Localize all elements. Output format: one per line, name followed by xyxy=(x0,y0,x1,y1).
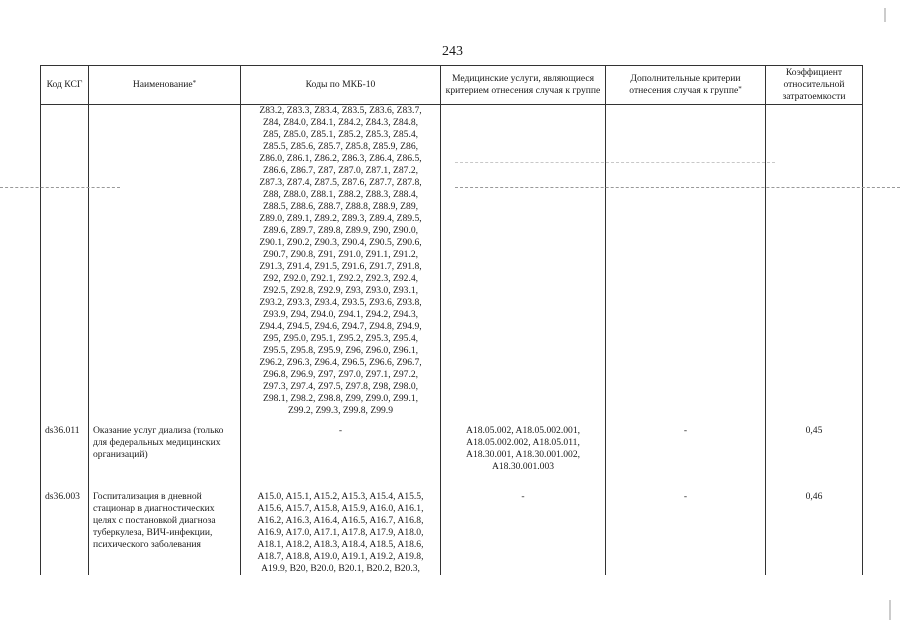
header-extra-criteria: Дополнительные критерии отнесения случая к группе* xyxy=(606,66,766,105)
table-row xyxy=(41,425,863,473)
row-extra-criteria: - xyxy=(606,425,766,473)
page-number: 243 xyxy=(442,44,463,59)
scan-edge-mark xyxy=(889,600,891,620)
service-code-line: A18.05.002, A18.05.002.001, xyxy=(465,425,581,436)
mkb-code-line: Z95.5, Z95.8, Z95.9, Z96, Z96.0, Z96.1, xyxy=(262,345,419,356)
mkb-code-line: Z86.0, Z86.1, Z86.2, Z86.3, Z86.4, Z86.5, xyxy=(259,153,422,164)
mkb-code-line: Z83.2, Z83.3, Z83.4, Z83.5, Z83.6, Z83.7, xyxy=(259,105,422,116)
continuation-mkb-codes xyxy=(241,105,441,418)
header-ksg-code: Код КСГ xyxy=(41,66,89,105)
row-coefficient: 0,46 xyxy=(766,491,863,575)
mkb-code-line: Z98.1, Z98.2, Z98.8, Z99, Z99.0, Z99.1, xyxy=(262,393,419,404)
continuation-extra-cell xyxy=(606,105,766,418)
mkb-code-line: Z93.2, Z93.3, Z93.4, Z93.5, Z93.6, Z93.8, xyxy=(259,297,422,308)
header-medical-services: Медицинские услуги, являющиеся критерием отнесения случая к группе xyxy=(441,66,606,105)
mkb-code-line: Z92, Z92.0, Z92.1, Z92.2, Z92.3, Z92.4, xyxy=(262,273,419,284)
table-row xyxy=(41,491,863,575)
mkb-code-line: Z84, Z84.0, Z84.1, Z84.2, Z84.3, Z84.8, xyxy=(262,117,419,128)
mkb-code-line: A18.7, A18.8, A19.0, A19.1, A19.2, A19.8, xyxy=(257,551,424,562)
mkb-code-line: Z87.3, Z87.4, Z87.5, Z87.6, Z87.7, Z87.8, xyxy=(259,177,422,188)
row-medical-services xyxy=(441,425,606,473)
mkb-code-line: Z96.2, Z96.3, Z96.4, Z96.5, Z96.6, Z96.7, xyxy=(259,357,422,368)
mkb-code-line: Z99.2, Z99.3, Z99.8, Z99.9 xyxy=(288,405,393,416)
row-medical-services: - xyxy=(441,491,606,575)
mkb-code-line: Z97.3, Z97.4, Z97.5, Z97.8, Z98, Z98.0, xyxy=(262,381,419,392)
mkb-code-line: A19.9, B20, B20.0, B20.1, B20.2, B20.3, xyxy=(261,563,420,574)
continuation-row xyxy=(41,105,863,418)
mkb-code-line: Z88, Z88.0, Z88.1, Z88.2, Z88.3, Z88.4, xyxy=(262,189,419,200)
mkb-code-line: Z93.9, Z94, Z94.0, Z94.1, Z94.2, Z94.3, xyxy=(262,309,419,320)
mkb-code-line: Z94.4, Z94.5, Z94.6, Z94.7, Z94.8, Z94.9, xyxy=(259,321,422,332)
row-mkb-codes xyxy=(241,491,441,575)
scan-edge-mark xyxy=(884,8,886,22)
mkb-code-line: A15.0, A15.1, A15.2, A15.3, A15.4, A15.5, xyxy=(257,491,424,502)
continuation-coef-cell xyxy=(766,105,863,418)
continuation-services-cell xyxy=(441,105,606,418)
row-ksg-code: ds36.003 xyxy=(41,491,89,575)
mkb-code-line: Z89.0, Z89.1, Z89.2, Z89.3, Z89.4, Z89.5, xyxy=(259,213,422,224)
mkb-code-line: Z89.6, Z89.7, Z89.8, Z89.9, Z90, Z90.0, xyxy=(262,225,419,236)
header-mkb-codes: Коды по МКБ-10 xyxy=(241,66,441,105)
scan-artifact-line xyxy=(455,162,775,163)
mkb-code-line: Z90.1, Z90.2, Z90.3, Z90.4, Z90.5, Z90.6, xyxy=(259,237,422,248)
mkb-code-line: Z95, Z95.0, Z95.1, Z95.2, Z95.3, Z95.4, xyxy=(262,333,419,344)
service-code-line: A18.05.002.002, A18.05.011, xyxy=(466,437,580,448)
mkb-code-line: Z85, Z85.0, Z85.1, Z85.2, Z85.3, Z85.4, xyxy=(262,129,419,140)
service-code-line: A18.30.001, A18.30.001.002, xyxy=(465,449,581,460)
header-name: Наименование* xyxy=(89,66,241,105)
mkb-code-line: Z96.8, Z96.9, Z97, Z97.0, Z97.1, Z97.2, xyxy=(262,369,419,380)
ksg-table xyxy=(40,65,863,575)
row-mkb-codes: - xyxy=(241,425,441,473)
scan-artifact-line xyxy=(0,187,120,188)
mkb-code-line: A18.1, A18.2, A18.3, A18.4, A18.5, A18.6, xyxy=(257,539,424,550)
mkb-code-line: Z86.6, Z86.7, Z87, Z87.0, Z87.1, Z87.2, xyxy=(262,165,419,176)
row-coefficient: 0,45 xyxy=(766,425,863,473)
row-name: Оказание услуг диализа (только для федеральных медицинских организаций) xyxy=(89,425,241,473)
scan-artifact-line xyxy=(455,187,900,188)
mkb-code-line: Z88.5, Z88.6, Z88.7, Z88.8, Z88.9, Z89, xyxy=(262,201,419,212)
mkb-code-line: A16.9, A17.0, A17.1, A17.8, A17.9, A18.0, xyxy=(257,527,424,538)
mkb-code-line: Z90.7, Z90.8, Z91, Z91.0, Z91.1, Z91.2, xyxy=(262,249,419,260)
continuation-code-cell xyxy=(41,105,89,418)
row-extra-criteria: - xyxy=(606,491,766,575)
service-code-line: A18.30.001.003 xyxy=(491,461,555,472)
mkb-code-line: Z92.5, Z92.8, Z92.9, Z93, Z93.0, Z93.1, xyxy=(262,285,419,296)
mkb-code-line: A15.6, A15.7, A15.8, A15.9, A16.0, A16.1, xyxy=(257,503,424,514)
mkb-code-line: A16.2, A16.3, A16.4, A16.5, A16.7, A16.8, xyxy=(257,515,424,526)
mkb-code-line: Z85.5, Z85.6, Z85.7, Z85.8, Z85.9, Z86, xyxy=(262,141,419,152)
row-name: Госпитализация в дневной стационар в диагностических целях с постановкой диагноза туберкулеза, ВИЧ-инфекции, психического заболевания xyxy=(89,491,241,575)
header-coefficient: Коэффициент относительной затратоемкости xyxy=(766,66,863,105)
table-header-row xyxy=(41,66,863,105)
continuation-name-cell xyxy=(89,105,241,418)
mkb-code-line: Z91.3, Z91.4, Z91.5, Z91.6, Z91.7, Z91.8, xyxy=(259,261,422,272)
row-ksg-code: ds36.011 xyxy=(41,425,89,473)
